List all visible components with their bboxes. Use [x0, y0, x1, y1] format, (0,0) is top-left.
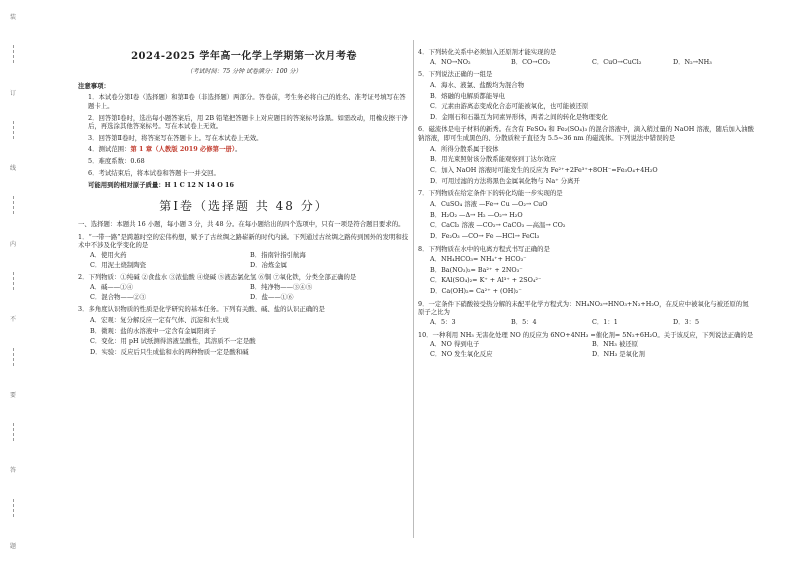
option: D．盐——①⑥ — [250, 292, 294, 301]
option: B．微观：盐的水溶液中一定含有金属阳离子 — [90, 326, 217, 335]
question-options — [418, 58, 754, 67]
question-stem: 4．下列转化关系中必须加入还原剂才能实现的是 — [418, 48, 557, 56]
option: D．Fe₂O₃ —CO→ Fe —HCl→ FeCl₃ — [430, 231, 540, 240]
option: C．CuO→CuCl₂ — [592, 57, 642, 66]
question-stem: 9．一定条件下硝酸铵受热分解的未配平化学方程式为：NH₄NO₃→HNO₃+N₂+H₂O，在反应中被氧化与被还原的氮原子之比为 — [418, 299, 749, 317]
note-item: 6．考试结束后，将本试卷和答题卡一并交回。 — [88, 168, 220, 177]
option: B．CO→CO₂ — [511, 57, 551, 66]
option: A．宏观：复分解反应一定有气体、沉淀和水生成 — [90, 315, 229, 324]
option: C．元素由游离态变成化合态可能被氧化，也可能被还原 — [430, 102, 589, 111]
part1-title: 第Ⅰ卷（选择题 共 48 分） — [159, 199, 329, 213]
question-options — [418, 145, 754, 186]
question-stem: 3．多角度认识物质的性质是化学研究的基本任务。下列有关酸、碱、盐的认识正确的是 — [78, 305, 325, 314]
question-stem: 5．下列说法正确的一组是 — [418, 70, 493, 79]
scope-suffix: 。 — [235, 145, 242, 154]
seal-char: 内 — [9, 240, 16, 248]
question-options — [78, 316, 410, 357]
option: B．纯净物——③④⑤ — [250, 283, 313, 292]
question-options — [418, 340, 754, 358]
option: A．5：3 — [430, 318, 456, 327]
option: B．指南针指引航海 — [250, 251, 306, 260]
option: B．用光束照射该分散系能观察到丁达尔效应 — [430, 155, 557, 164]
scope-prefix: 4．测试范围： — [88, 145, 131, 154]
question-options — [418, 81, 754, 122]
question-options — [418, 255, 754, 296]
seal-char: 要 — [9, 391, 16, 399]
note-scope — [78, 145, 410, 154]
option: A．所得分散系属于胶体 — [430, 144, 499, 153]
option: D．N₂→NH₃ — [673, 57, 712, 66]
seal-dash — [13, 196, 14, 214]
option: C．CaCl₂ 溶液 —CO₂→ CaCO₃ —高温→ CO₂ — [430, 221, 566, 230]
seal-char: 不 — [9, 316, 16, 324]
binding-seal — [4, 0, 22, 562]
option: C．加入 NaOH 溶液时可能发生的反应为 Fe²⁺+2Fe³⁺+8OH⁻=Fe₃O₄+4H₂O — [430, 166, 658, 175]
question-options — [78, 251, 410, 269]
option: D．可用过滤的方法将黑色金属氧化物与 Na⁺ 分离开 — [430, 176, 580, 185]
option: D．NH₃ 是氧化剂 — [592, 349, 645, 358]
option: C．KAl(SO₄)₂= K⁺ + Al³⁺ + 2SO₄²⁻ — [430, 276, 542, 285]
left-column — [78, 38, 410, 359]
seal-char: 答 — [9, 467, 16, 475]
option: B．NH₃ 被还原 — [592, 340, 639, 349]
exam-meta: （考试时间：75 分钟 试卷满分：100 分） — [186, 67, 302, 75]
seal-dash — [13, 272, 14, 290]
option: A．CuSO₄ 溶液 —Fe→ Cu —O₂→ CuO — [430, 199, 548, 208]
column-divider — [413, 40, 414, 538]
question-stem: 6．磁流体是电子材料的新秀。在含有 FeSO₄ 和 Fe₂(SO₄)₃ 的混合溶液中，滴入稍过量的 NaOH 溶液，随后加入油酸钠溶液，即可生成黑色的、分散质粒子直径为 5.5~36 nm 的磁流体。下列说法中错误的是 — [418, 125, 754, 143]
exam-title: 2024-2025 学年高一化学上学期第一次月考卷 — [131, 51, 357, 62]
option: C．用泥土烧制陶瓷 — [90, 260, 147, 269]
option: A．使用火药 — [90, 251, 127, 260]
note-item: 2．回答第Ⅰ卷时，选出每小题答案后，用 2B 铅笔把答题卡上对应题目的答案标号涂黑。如需改动，用橡皮擦干净后，再选涂其他答案标号。写在本试卷上无效。 — [88, 113, 408, 131]
question-options — [418, 318, 754, 327]
option: B．H₂O₂ —Δ→ H₂ —O₂→ H₂O — [430, 210, 523, 219]
question-options — [418, 200, 754, 241]
option: A．NO 得到电子 — [430, 340, 480, 349]
option: C．混合物——②③ — [90, 292, 147, 301]
option: D．实验：反应后只生成盐和水的两种物质一定是酸和碱 — [90, 347, 249, 356]
seal-dash — [13, 499, 14, 517]
option: D．Ca(OH)₂= Ca²⁺ + (OH)₂⁻ — [430, 287, 522, 296]
note-item: 5．难度系数：0.68 — [88, 157, 145, 166]
option: D．3：5 — [673, 318, 700, 327]
option: A．碱——①④ — [90, 283, 133, 292]
seal-char: 装 — [9, 14, 16, 22]
note-item: 1．本试卷分第Ⅰ卷（选择题）和第Ⅱ卷（非选择题）两部分。答卷前，考生务必将自己的姓名、准考证号填写在答题卡上。 — [88, 93, 406, 110]
notes-heading: 注意事项： — [78, 81, 110, 90]
seal-char: 题 — [9, 542, 16, 550]
seal-char: 线 — [9, 165, 16, 173]
seal-dash — [13, 121, 14, 139]
question-options — [78, 283, 410, 301]
option: A．NH₄HCO₃= NH₄⁺+ HCO₃⁻ — [430, 255, 527, 264]
note-item: 3．回答第Ⅱ卷时，将答案写在答题卡上。写在本试卷上无效。 — [88, 133, 263, 142]
question-stem: 2．下列物质：①纯碱 ②食盐水 ③浓盐酸 ④烧碱 ⑤液态氯化氢 ⑥铜 ⑦氧化铁，分类全部正确的是 — [78, 273, 357, 282]
option: D．冶炼金属 — [250, 260, 288, 269]
option: A．海水、液氯、盐酸均为混合物 — [430, 80, 525, 89]
question-stem: 7．下列物质在给定条件下的转化均能一步实现的是 — [418, 189, 563, 198]
option: C．NO 发生氧化反应 — [430, 349, 493, 358]
right-column — [418, 44, 754, 359]
question-stem: 10．一种利用 NH₃ 无害化处理 NO 的反应为 6NO+4NH₃ =催化剂= 5N₂+6H₂O。关于该反应，下列说法正确的是 — [418, 330, 754, 339]
seal-char: 订 — [9, 89, 16, 97]
section-intro: 一、选择题：本题共 16 小题，每小题 3 分，共 48 分。在每小题给出的四个选项中，只有一项是符合题目要求的。 — [78, 220, 405, 229]
scope-highlight: 第 1 章（人教版 2019 必修第一册） — [130, 145, 236, 154]
option: A．NO→NO₂ — [430, 57, 471, 66]
seal-dash — [13, 348, 14, 366]
question-stem: 8．下列物质在水中的电离方程式书写正确的是 — [418, 244, 550, 253]
option: C．1：1 — [592, 318, 618, 327]
question-stem: 1．“一带一路”是跨越时空的宏伟构想，赋予了古丝绸之路崭新的时代内涵。下列通过古丝绸之路传到国外的发明和技术中不涉及化学变化的是 — [78, 232, 409, 250]
option: C．变化：用 pH 试纸测得溶液呈酸性，其溶质不一定是酸 — [90, 337, 256, 346]
option: B．熔融的电解质都能导电 — [430, 91, 505, 100]
option: B．Ba(NO₃)₂= Ba²⁺ + 2NO₃⁻ — [430, 265, 523, 274]
option: D．金刚石和石墨互为同素异形体，两者之间的转化是物理变化 — [430, 112, 608, 121]
seal-dash — [13, 423, 14, 441]
atomic-masses: 可能用到的相对原子质量：H 1 C 12 N 14 O 16 — [88, 181, 234, 190]
seal-dash — [13, 45, 14, 63]
option: B．5：4 — [511, 318, 537, 327]
